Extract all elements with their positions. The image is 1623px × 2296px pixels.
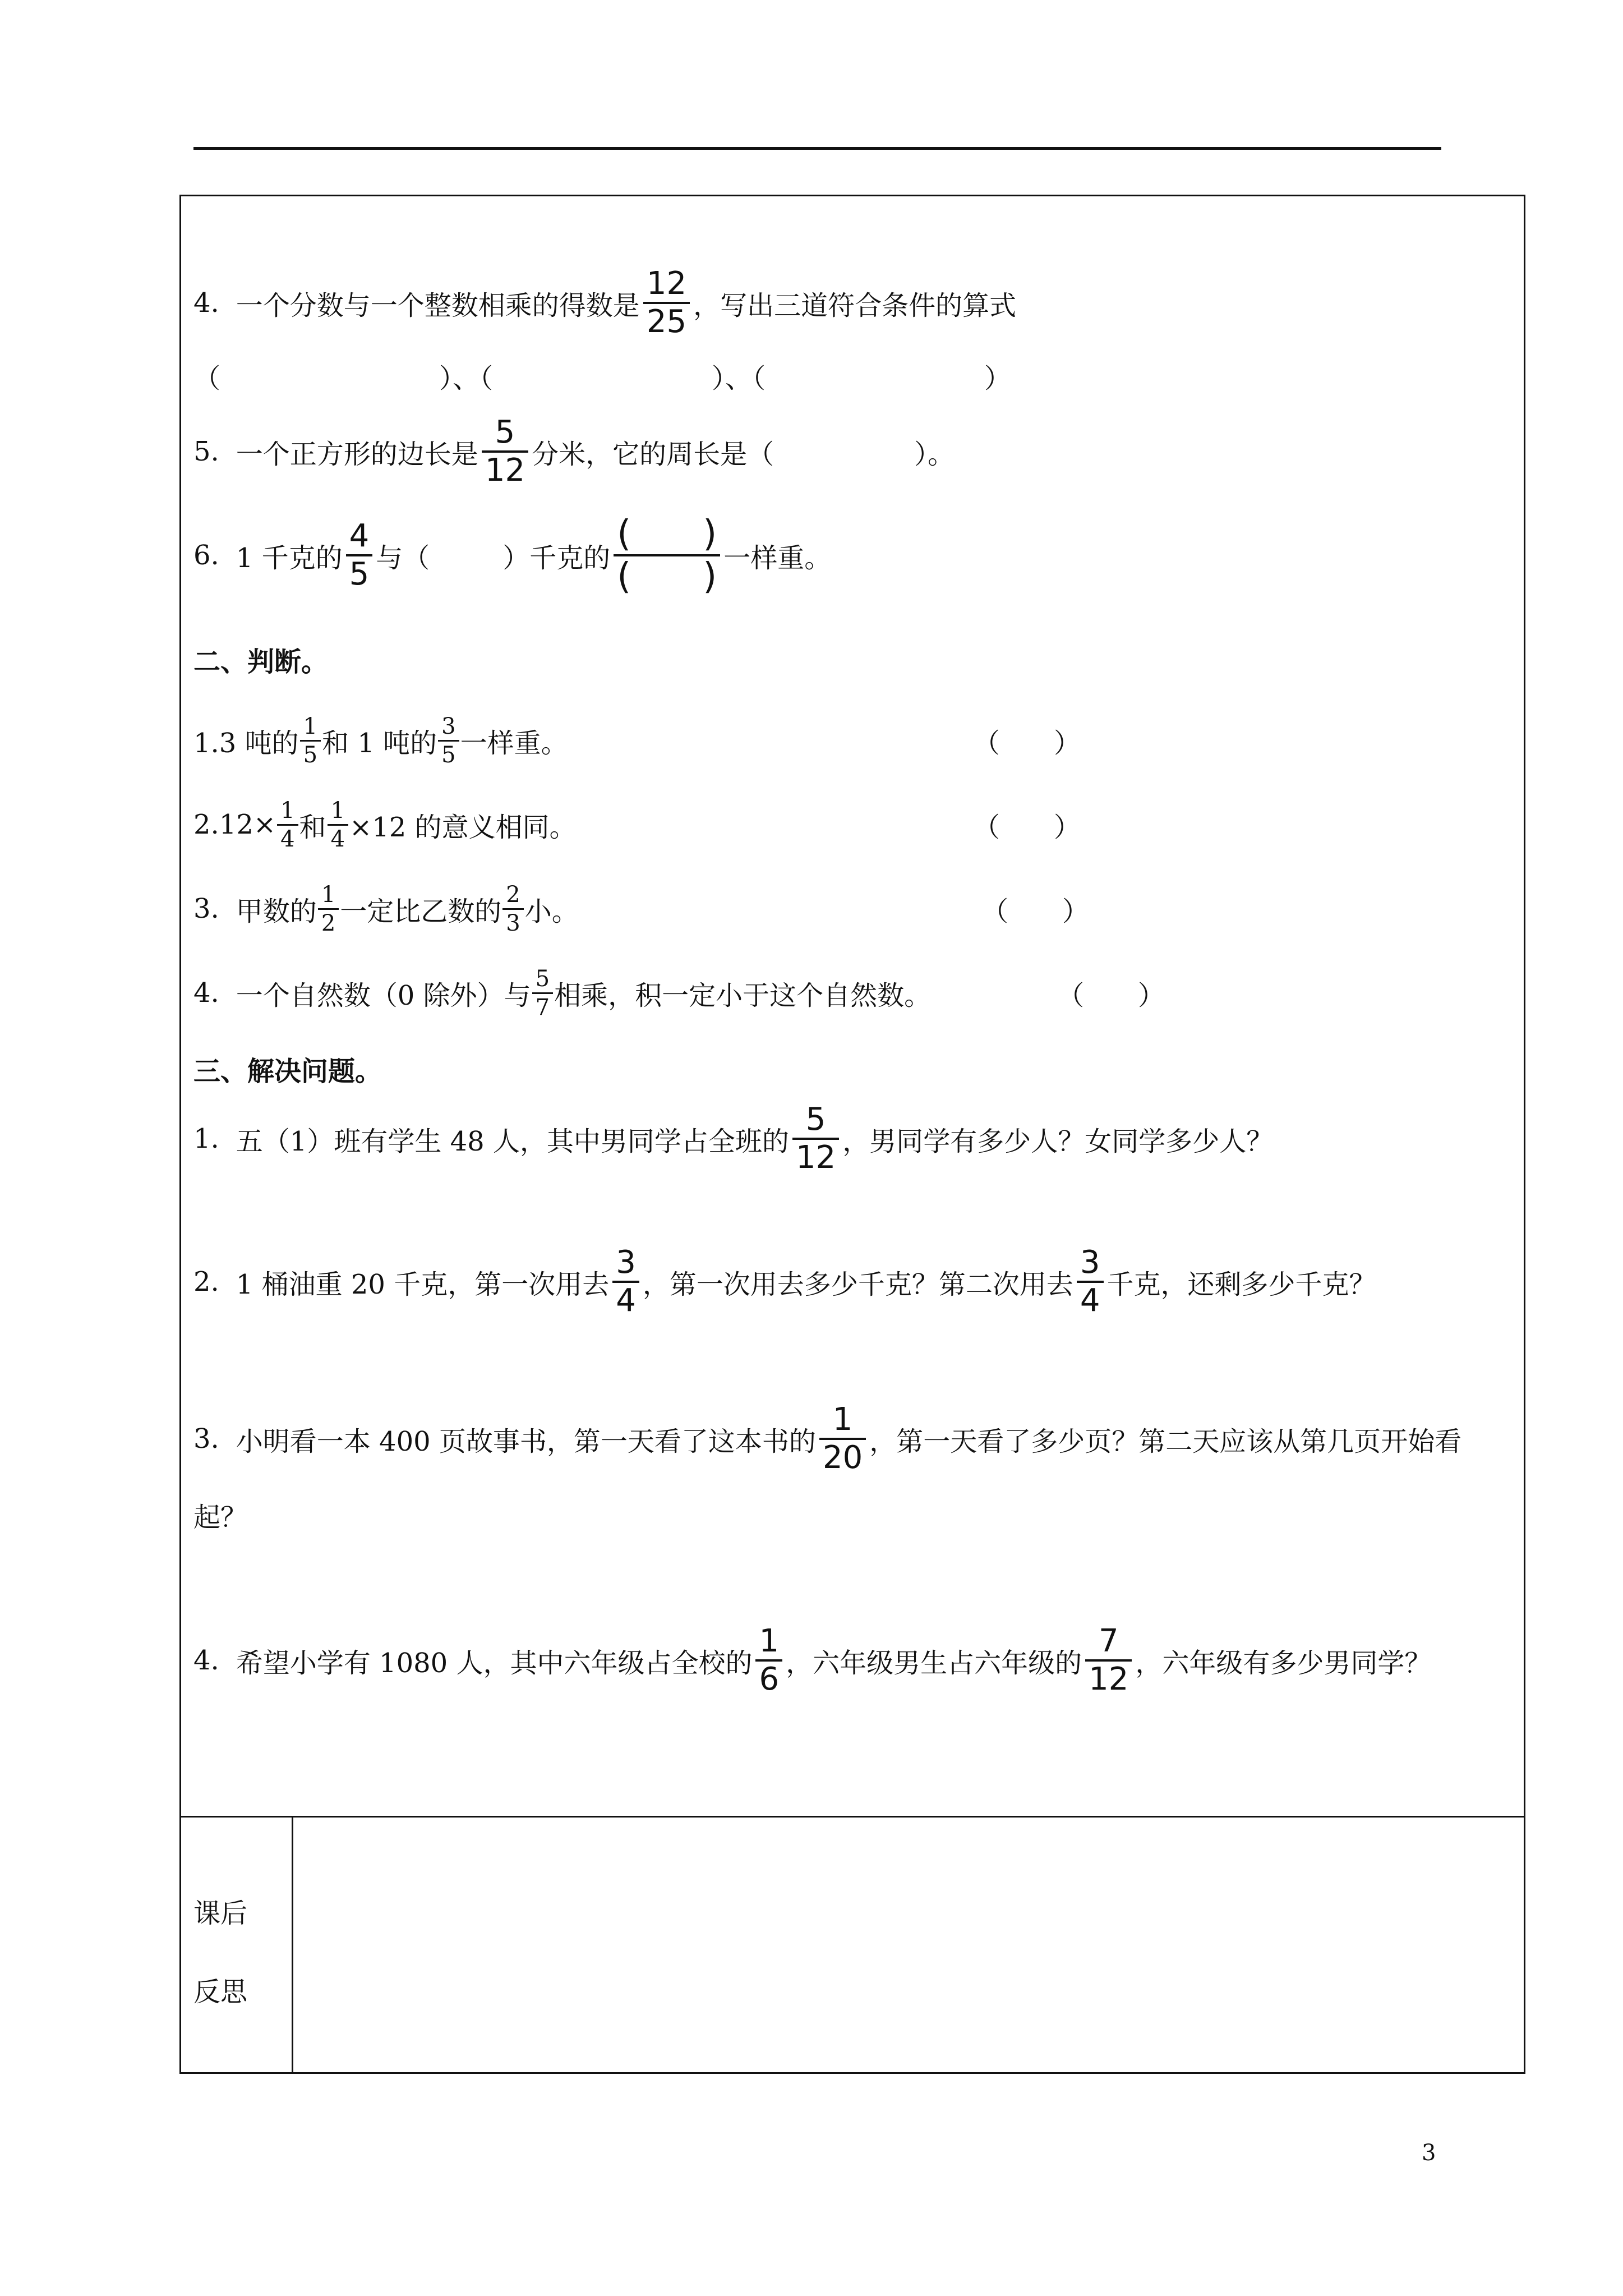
word-problem-2: 2. 1 桶油重 20 千克，第一次用去 $\frac{3}{4}$ ，第一次用去多少千克？第二次用去 $\frac{3}{4}$ 千克，还剩多少千克？ bbox=[193, 1244, 1376, 1319]
fraction-1-2: $\frac{1}{2}$ bbox=[318, 884, 339, 935]
fraction-3-4-a: $\frac{3}{4}$ bbox=[612, 1247, 639, 1317]
word-problem-3-continued: 起？ bbox=[193, 1501, 248, 1533]
fraction-4-5: $\frac{4}{5}$ bbox=[346, 521, 373, 590]
word-problem-4: 4. 希望小学有 1080 人，其中六年级占全校的 $\frac{1}{6}$ ，六年级男生占六年级的 $\frac{7}{12}$ ，六年级有多少男同学？ bbox=[193, 1623, 1432, 1697]
fraction-2-3: $\frac{2}{3}$ bbox=[502, 884, 523, 935]
fraction-5-7: $\frac{5}{7}$ bbox=[532, 968, 553, 1019]
fill-in-item-5: 5. 一个正方形的边长是 $\frac{5}{12}$ 分米，它的周长是（ ）。 bbox=[193, 414, 955, 489]
judgement-item-4: 4. 一个自然数（0 除外）与 $\frac{5}{7}$ 相乘，积一定小于这个自然数。 bbox=[193, 965, 932, 1020]
fraction-3-4-b: $\frac{3}{4}$ bbox=[1077, 1247, 1104, 1317]
fraction-7-12: $\frac{7}{12}$ bbox=[1085, 1626, 1132, 1695]
fraction-12-25: $\frac{12}{25}$ bbox=[643, 268, 690, 338]
judgement-answer-2: （ ） bbox=[973, 811, 1081, 843]
judgement-answer-4: （ ） bbox=[1057, 979, 1165, 1011]
fraction-5-12: $\frac{5}{12}$ bbox=[482, 417, 528, 486]
fraction-3-5: $\frac{3}{5}$ bbox=[438, 715, 459, 766]
fill-in-item-4-blanks: （ ）、（ ）、（ ） bbox=[193, 362, 1012, 394]
fraction-1-4-b: $\frac{1}{4}$ bbox=[328, 799, 348, 850]
reflection-column-divider bbox=[292, 1816, 293, 2074]
judgement-item-2: 2.12× $\frac{1}{4}$ 和 $\frac{1}{4}$ ×12 的意义相同。 bbox=[193, 797, 577, 852]
fill-in-item-4: 4. 一个分数与一个整数相乘的得数是 $\frac{12}{25}$ ，写出三道符合条件的算式 bbox=[193, 265, 1017, 340]
fraction-1-6: $\frac{1}{6}$ bbox=[755, 1626, 782, 1695]
judgement-item-3: 3. 甲数的 $\frac{1}{2}$ 一定比乙数的 $\frac{2}{3}$ 小。 bbox=[193, 881, 579, 936]
blank-fraction: $\frac{( )}{( )}$ bbox=[614, 516, 720, 595]
judgement-answer-3: （ ） bbox=[981, 895, 1090, 927]
fraction-1-5: $\frac{1}{5}$ bbox=[300, 715, 321, 766]
word-problem-3: 3. 小明看一本 400 页故事书，第一天看了这本书的 $\frac{1}{20}$ ，第一天看了多少页？第二天应该从第几页开始看 bbox=[193, 1401, 1462, 1476]
judgement-item-1: 1.3 吨的 $\frac{1}{5}$ 和 1 吨的 $\frac{3}{5}$ 一样重。 bbox=[193, 713, 568, 768]
section-problems-title: 三、解决问题。 bbox=[193, 1055, 382, 1087]
fraction-1-4-a: $\frac{1}{4}$ bbox=[277, 799, 298, 850]
word-problem-1: 1. 五（1）班有学生 48 人，其中男同学占全班的 $\frac{5}{12}$ ，男同学有多少人？女同学多少人？ bbox=[193, 1101, 1274, 1176]
reflection-divider bbox=[179, 1816, 1525, 1818]
fill-in-item-6: 6. 1 千克的 $\frac{4}{5}$ 与（ ）千克的 $\frac{( )}{( )}$ 一样重。 bbox=[193, 513, 832, 597]
fraction-5-12-q1: $\frac{5}{12}$ bbox=[792, 1104, 839, 1174]
page-number: 3 bbox=[1422, 2140, 1436, 2166]
reflection-label-line1: 课后 bbox=[193, 1898, 248, 1929]
judgement-answer-1: （ ） bbox=[973, 727, 1081, 759]
section-judgement-title: 二、判断。 bbox=[193, 646, 329, 678]
header-rule bbox=[193, 147, 1441, 150]
reflection-label-line2: 反思 bbox=[193, 1976, 248, 2008]
fraction-1-20: $\frac{1}{20}$ bbox=[819, 1404, 866, 1474]
